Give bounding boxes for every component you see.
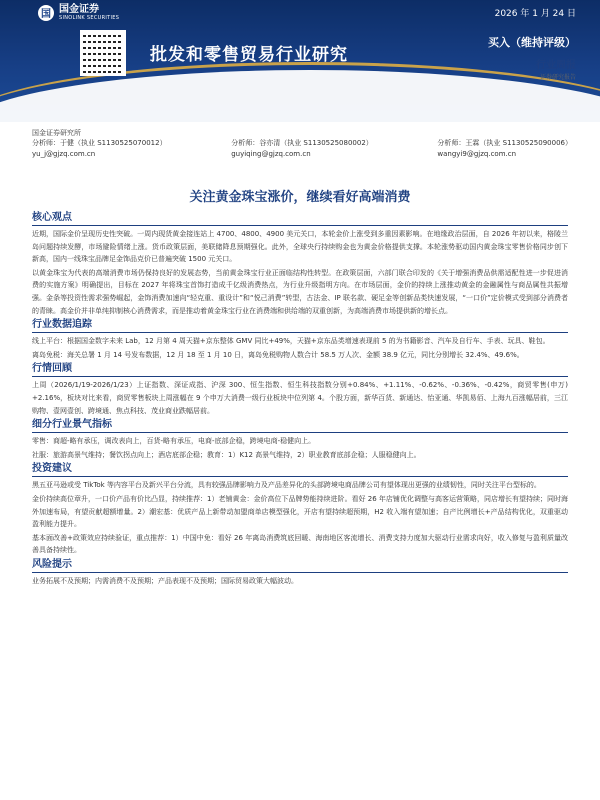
section-risk bbox=[32, 558, 568, 588]
sinolink-logo bbox=[38, 4, 119, 21]
analyst-email[interactable]: guyiqing@gjzq.com.cn bbox=[231, 150, 311, 158]
section-data-tracking bbox=[32, 318, 568, 361]
industry-title: 批发和零售贸易行业研究 bbox=[150, 45, 348, 65]
rating-badge: 买入（维持评级） bbox=[488, 36, 576, 49]
report-header bbox=[0, 0, 600, 122]
paragraph: 上周（2026/1/19-2026/1/23）上证指数、深证成指、沪深 300、恒生指数、恒生科技指数分别+0.84%、+1.11%、-0.62%、-0.36%、-0.42%，商贸零售(申万) +2.16%，板块对比来看，商贸零售板块上周涨幅在 9 个申万大消费一级行业板块中位列第 4。个股方面，新华百货、新通达、怡亚通、华凯易佰、上海九百涨幅居前，三江购物、壹网壹创、跨境通、焦点科技、茂业商业跌幅居前。 bbox=[32, 381, 568, 415]
section-core-views bbox=[32, 211, 568, 317]
report-body bbox=[32, 210, 568, 588]
analyst-line: 分析师：谷亦清（执业 S1130525080002） bbox=[231, 139, 373, 147]
paragraph: 金价持续高位章升，一口价产品有价比凸显，持续推荐：1）老铺黄金：金价高位下品牌势能持续进阶。看好 26 年店铺优化调整与高客运营策略，同店增长有望持续；同时海外加速布局，有望贡献超额增量。2）潮宏基：优质产品上新带动加盟商单店模型强化，开店有望持续超预期，H2 收入端有望加速；自产比例增长+产品结构优化，双重驱动盈利能力提升。 bbox=[32, 494, 568, 529]
section-heading: 行情回顾 bbox=[32, 363, 72, 375]
paragraph: 离岛免税：海关总署 1 月 14 号发布数据，12 月 18 至 1 月 10 日，离岛免税购物人数合计 58.5 万人次、金额 38.9 亿元，同比分别增长 32.4%、49.6%。 bbox=[32, 350, 524, 359]
section-heading: 投资建议 bbox=[32, 463, 72, 475]
paragraph: 社服：旅游高景气维持；餐饮拐点向上；酒店底部企稳；教育：1）K12 高景气维持，2）职业教育底部企稳；人服稳健向上。 bbox=[32, 450, 421, 459]
paragraph: 以黄金珠宝为代表的高端消费市场仍保持良好的发展态势，当前黄金珠宝行业正面临结构性转型。在政策层面，六部门联合印发的《关于增强消费品供需适配性进一步促进消费的实施方案》明确提出，目标在 2027 年将珠宝首饰打造成千亿级消费热点，为行业升级指明方向。在市场层面，金价的持续上涨推动黄金的金融属性与商品属性共振增强。金条等投资性需求强势崛起，金饰消费加速向“轻克重、重设计”和“悦己消费”转型，古法金、IP 联名款、硬足金等创新品类快速发展，“一口价”定价模式受到部分消费者的青睐。高金价并非单纯抑制核心消费需求，而是推动着黄金珠宝行业在消费端和供给端的双重创新，为高端消费市场提供新的增长点。 bbox=[32, 268, 568, 315]
logo-en: SINOLINK SECURITIES bbox=[59, 15, 120, 21]
analyst-list bbox=[32, 138, 572, 160]
institute-name: 国金证券研究所 bbox=[32, 129, 81, 137]
paragraph: 零售：商超-略有承压，调改表向上，百货-略有承压，电商-底部企稳，跨境电商-稳健向上。 bbox=[32, 437, 316, 446]
qr-code bbox=[80, 30, 126, 76]
report-title: 关注黄金珠宝涨价，继续看好高端消费 bbox=[189, 190, 411, 205]
analyst-line: 分析师：于健（执业 S1130525070012） bbox=[32, 139, 167, 147]
paragraph: 近期，国际金价呈现历史性突破。一周内现货黄金接连站上 4700、4800、4900 美元关口，本轮金价上涨受到多重因素影响。在地缘政治层面，自 2026 年初以来，格陵兰岛问题持续发酵，市场避险情绪上涨。货币政策层面，美联储降息预期强化。此外，全球央行持续购金也为黄金价格提供支撑。本轮涨势驱动国内黄金珠宝零售价格同步创下新高，国内一线珠宝品牌足金饰品克价已普遍突破 1500 元关口。 bbox=[32, 230, 568, 264]
analyst-line: 分析师：王霖（执业 S1130525090006） bbox=[437, 139, 572, 147]
analyst-email[interactable]: wangyi9@gjzq.com.cn bbox=[437, 150, 517, 158]
report-subtype: 证券研究报告 bbox=[539, 74, 576, 81]
paragraph: 线上平台：根据国金数字未来 Lab，12 月第 4 周天猫+京东整体 GMV 同比+49%，天猫+京东品类增速表现前 5 的为书籍影音、汽车及自行车、手表、玩具、鞋包。 bbox=[32, 337, 550, 346]
section-heading: 风险提示 bbox=[32, 558, 72, 570]
paragraph: 基本面改善+政策效应持续验证，重点推荐：1）中国中免：看好 26 年离岛消费筑底回暖、海南地区客流增长、消费支持力度加大驱动行业需求向好，收入修复与盈利质量改善具备持续性。 bbox=[32, 533, 568, 555]
analyst-email[interactable]: yu_j@gjzq.com.cn bbox=[32, 150, 96, 158]
section-heading: 行业数据追踪 bbox=[32, 319, 92, 331]
analyst-1 bbox=[32, 138, 167, 160]
section-market-review bbox=[32, 362, 568, 417]
section-sub-industry bbox=[32, 418, 568, 461]
analyst-3 bbox=[437, 138, 572, 160]
section-investment bbox=[32, 462, 568, 557]
paragraph: 黑五亚马逊或受 TikTok 等内容平台及新兴平台分流，具有较强品牌影响力及产品差异化的头部跨境电商品牌公司有望体现出更强的业绩韧性，同时关注平台型标的。 bbox=[32, 481, 541, 490]
logo-icon: 国 bbox=[38, 5, 54, 21]
report-type: 行业周报 bbox=[536, 60, 576, 71]
section-heading: 细分行业景气指标 bbox=[32, 419, 112, 431]
section-heading: 核心观点 bbox=[32, 212, 72, 223]
logo-cn: 国金证券 bbox=[59, 4, 99, 15]
paragraph: 业务拓展不及预期；内需消费不及预期；产品表现不及预期；国际贸易政策大幅波动。 bbox=[32, 576, 298, 585]
report-date: 2026 年 1 月 24 日 bbox=[494, 9, 576, 19]
analyst-2 bbox=[231, 138, 373, 160]
